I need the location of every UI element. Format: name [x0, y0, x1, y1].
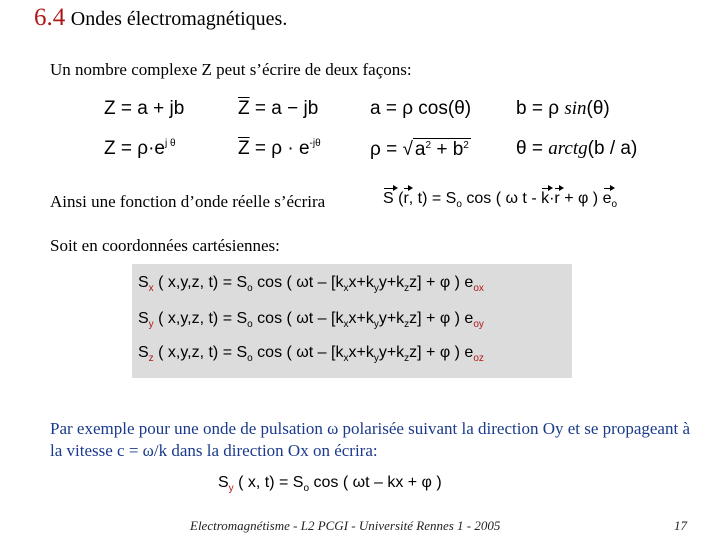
equation-sz: $S_z$ ( x,y,z, $t) = S_o$ cos ( $\omega t - [k_xx+k_yy+k_zz] + \varphi$ ) $e_{oz}$	[138, 344, 484, 365]
formula-rho: ρ = √ $a^2 + b^2$	[370, 139, 469, 160]
equation-sy: $S_y$ ( x,y,z, $t) = S_o$ cos ( $\omega t - [k_xx+k_yy+k_zz] + \varphi$ ) $e_{oy}$	[138, 310, 484, 331]
section-title: Ondes électromagnétiques.	[70, 8, 288, 30]
example-paragraph: Par exemple pour une onde de pulsation ω polarisée suivant la direction Oy et se propageant à la vitesse c = ω/k dans la direction Ox on écrira:	[50, 419, 690, 460]
cartesian-intro: Soit en coordonnées cartésiennes:	[50, 236, 280, 255]
wave-intro-text: Ainsi une fonction d’onde réelle s’écrira	[50, 192, 326, 211]
formula-z-exponential: $Z = \rho\cdot e^{j \theta}$	[104, 138, 176, 159]
equation-sx: $S_x$ ( x,y,z, $t) = S_o$ cos ( $\omega t - [k_xx+k_yy+k_zz] + \varphi$ ) $e_{ox}$	[138, 274, 484, 295]
formula-z-algebraic: Z = a + jb	[104, 98, 185, 119]
formula-a: a = ρ cos(θ)	[370, 98, 472, 119]
footer-text: Electromagnétisme - L2 PCGI - Université Rennes 1 - 2005	[190, 518, 501, 533]
section-number: 6.4	[34, 4, 66, 31]
slide-title	[34, 4, 287, 32]
wave-equation: S (r, $t) = S_o$ cos ( ω t - k·r + φ ) $e_o$	[383, 190, 618, 211]
formula-theta: θ = arctg(b / a)	[516, 138, 638, 159]
page-number: 17	[674, 518, 687, 533]
formula-b: b = ρ sin(θ)	[516, 98, 610, 119]
intro-text: Un nombre complexe Z peut s’écrire de deux façons:	[50, 60, 412, 79]
formula-zbar-exponential: $\overline{Z} = \rho \cdot e^{-j\theta}$	[238, 138, 321, 159]
formula-zbar-algebraic: $\overline{Z} = a$ − jb	[238, 98, 319, 119]
final-equation: $S_y$ ( x, $t) = S_o$ cos ( ωt – kx + φ )	[218, 474, 442, 495]
